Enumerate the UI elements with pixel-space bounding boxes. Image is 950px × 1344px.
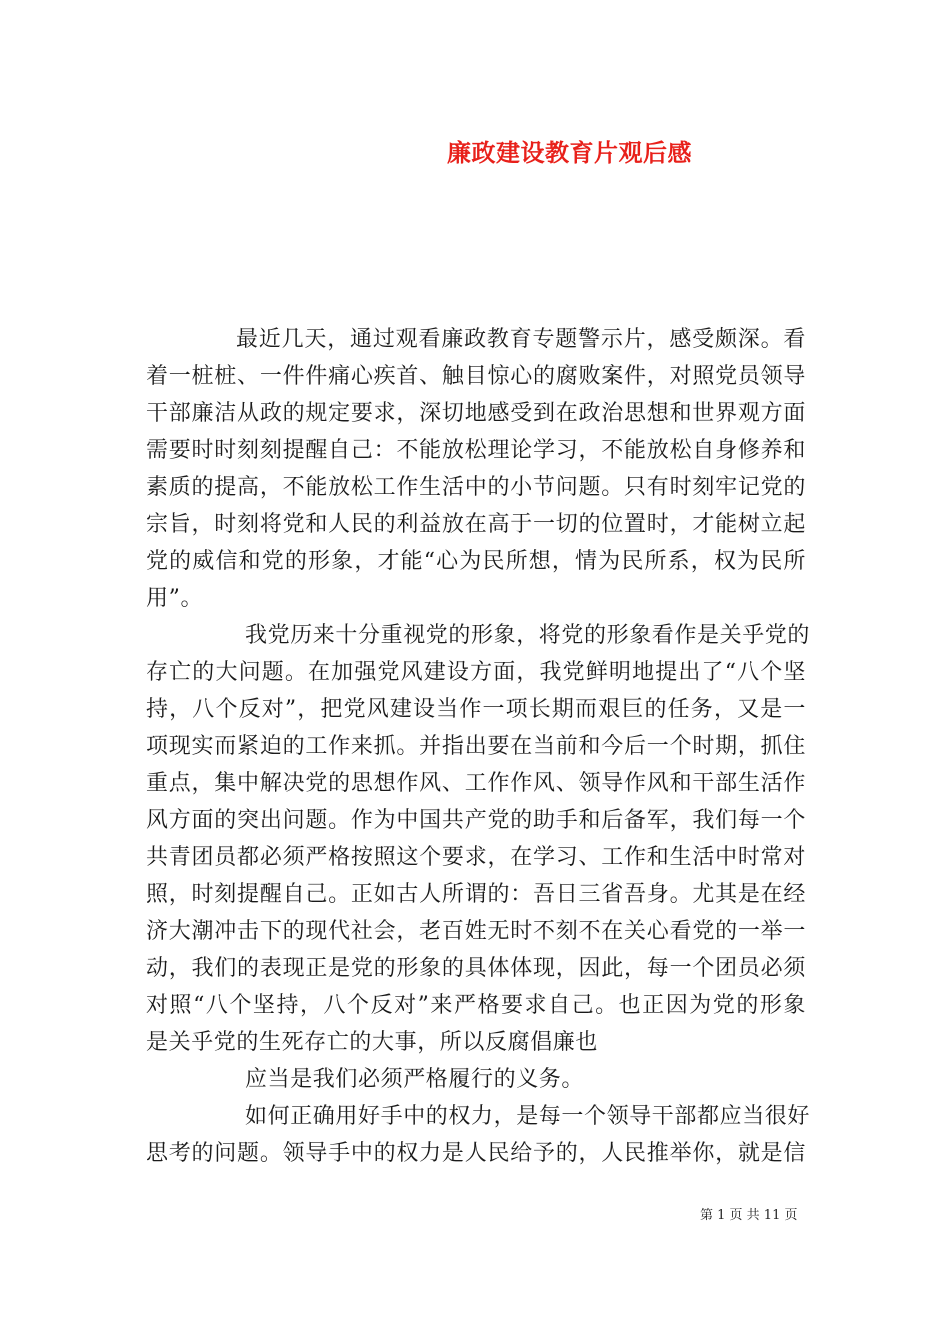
text-line: 持，八个反对”，把党风建设当作一项长期而艰巨的任务，又是一: [146, 697, 806, 722]
text-line: 共青团员都必须严格按照这个要求，在学习、工作和生活中时常对: [146, 845, 806, 870]
page-number: 第 1 页 共 11 页: [700, 1208, 798, 1223]
text-line: 如何正确用好手中的权力，是每一个领导干部都应当很好: [245, 1104, 811, 1129]
text-line: 是关乎党的生死存亡的大事，所以反腐倡廉也: [146, 1030, 599, 1055]
text-line: 项现实而紧迫的工作来抓。并指出要在当前和今后一个时期，抓住: [146, 734, 806, 759]
document-title: 廉政建设教育片观后感: [447, 138, 692, 167]
text-line: 素质的提高，不能放松工作生活中的小节问题。只有时刻牢记党的: [146, 475, 806, 500]
text-line: 宗旨，时刻将党和人民的利益放在高于一切的位置时，才能树立起: [146, 512, 806, 537]
text-line: 思考的问题。领导手中的权力是人民给予的，人民推举你，就是信: [146, 1141, 806, 1166]
text-line: 风方面的突出问题。作为中国共产党的助手和后备军，我们每一个: [146, 808, 806, 833]
text-line: 动，我们的表现正是党的形象的具体体现，因此，每一个团员必须: [146, 956, 806, 981]
text-line: 应当是我们必须严格履行的义务。: [245, 1067, 585, 1092]
text-line: 存亡的大问题。在加强党风建设方面，我党鲜明地提出了“八个坚: [146, 660, 806, 685]
text-line: 照，时刻提醒自己。正如古人所谓的：吾日三省吾身。尤其是在经: [146, 882, 806, 907]
text-line: 济大潮冲击下的现代社会，老百姓无时不刻不在关心看党的一举一: [146, 919, 806, 944]
text-line: 党的威信和党的形象，才能“心为民所想，情为民所系，权为民所: [146, 549, 806, 574]
text-line: 我党历来十分重视党的形象，将党的形象看作是关乎党的: [245, 623, 811, 648]
text-line: 对照“八个坚持，八个反对”来严格要求自己。也正因为党的形象: [146, 993, 806, 1018]
text-line: 最近几天，通过观看廉政教育专题警示片，感受颇深。看: [236, 327, 806, 352]
text-line: 着一桩桩、一件件痛心疾首、触目惊心的腐败案件，对照党员领导: [146, 364, 806, 389]
text-line: 干部廉洁从政的规定要求，深切地感受到在政治思想和世界观方面: [146, 401, 806, 426]
text-line: 需要时时刻刻提醒自己：不能放松理论学习，不能放松自身修养和: [146, 438, 806, 463]
text-line: 用”。: [146, 586, 204, 611]
text-line: 重点，集中解决党的思想作风、工作作风、领导作风和干部生活作: [146, 771, 806, 796]
